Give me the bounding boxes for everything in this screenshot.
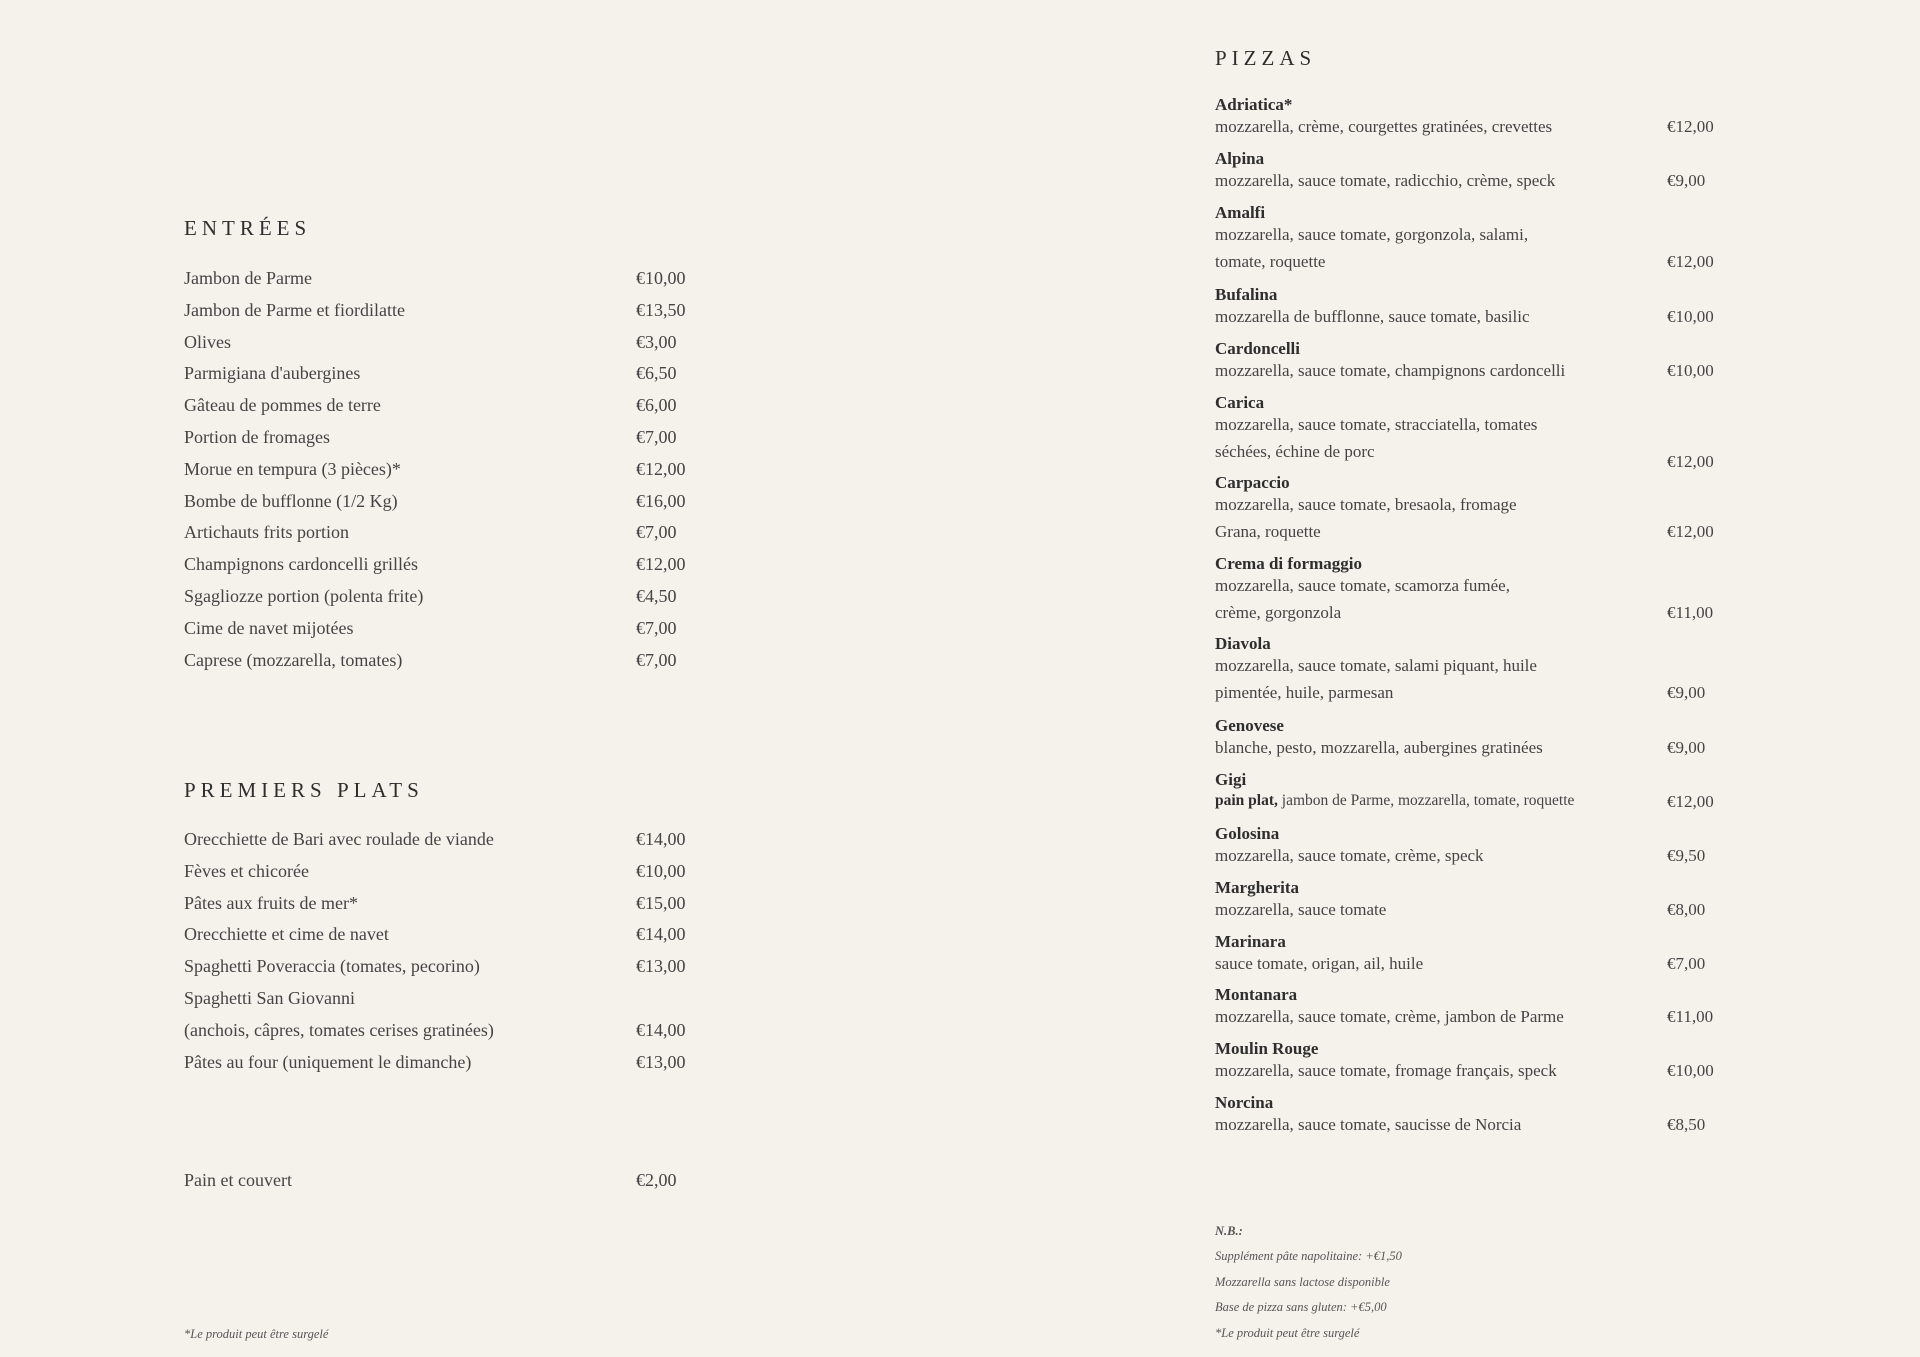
pizza-desc: Grana, roquette	[1215, 522, 1321, 541]
item-name: Pâtes au four (uniquement le dimanche)	[184, 1051, 472, 1072]
pizza-desc: tomate, roquette	[1215, 252, 1326, 271]
item-name: Orecchiette de Bari avec roulade de viande	[184, 829, 494, 849]
pizza-price: €10,00	[1667, 361, 1714, 380]
pizza-name: Montanara	[1215, 985, 1298, 1004]
couvert-name: Pain et couvert	[184, 1170, 292, 1190]
pizza-name: Bufalina	[1215, 285, 1278, 304]
pizza-name: Adriatica*	[1215, 95, 1293, 114]
pizza-price: €8,50	[1667, 1115, 1706, 1134]
item-price: €16,00	[636, 490, 686, 511]
pizza-desc: mozzarella, sauce tomate, fromage français, speck	[1215, 1061, 1557, 1080]
pizzas-heading: PIZZAS	[1215, 46, 1317, 70]
note-line: *Le produit peut être surgelé	[1215, 1325, 1360, 1340]
pizza-name: Carpaccio	[1215, 473, 1290, 492]
pizza-desc: mozzarella, sauce tomate, champignons cardoncelli	[1215, 361, 1566, 380]
pizza-name: Carica	[1215, 393, 1265, 412]
pizza-desc-base: pain plat,	[1215, 792, 1278, 809]
item-price: €7,00	[636, 617, 677, 638]
item-price: €14,00	[636, 924, 686, 945]
pizza-price: €12,00	[1667, 792, 1714, 811]
item-name: Orecchiette et cime de navet	[184, 924, 389, 945]
pizza-price: €12,00	[1667, 452, 1714, 471]
pizza-price: €9,00	[1667, 683, 1706, 702]
couvert-price: €2,00	[636, 1170, 677, 1190]
item-price: €15,00	[636, 892, 686, 913]
pizza-name: Margherita	[1215, 878, 1300, 897]
item-name: Sgagliozze portion (polenta frite)	[184, 586, 424, 606]
pizza-price: €10,00	[1667, 1061, 1714, 1080]
pizza-price: €12,00	[1667, 522, 1714, 541]
item-price: €4,50	[636, 586, 677, 606]
pizza-desc: mozzarella, sauce tomate, crème, jambon de Parme	[1215, 1007, 1564, 1026]
pizza-price: €12,00	[1667, 117, 1714, 136]
pizza-desc: mozzarella, sauce tomate, saucisse de Norcia	[1215, 1115, 1522, 1134]
item-name: Portion de fromages	[184, 427, 330, 447]
item-price: €6,50	[636, 363, 677, 384]
notes-title: N.B.:	[1215, 1224, 1243, 1238]
pizza-desc: pain plat, jambon de Parme, mozzarella, tomate, roquette	[1215, 792, 1575, 809]
pizza-price: €11,00	[1667, 603, 1714, 622]
pizza-price: €9,00	[1667, 171, 1706, 190]
pizza-name: Alpina	[1215, 149, 1265, 168]
pizza-desc: mozzarella, sauce tomate, scamorza fumée,	[1215, 576, 1510, 595]
pizza-price: €11,00	[1667, 1007, 1714, 1026]
pizza-name: Crema di formaggio	[1215, 554, 1362, 573]
item-name: Jambon de Parme et fiordilatte	[184, 299, 405, 320]
item-name: Olives	[184, 331, 231, 352]
pizza-desc: mozzarella, sauce tomate, salami piquant, huile	[1215, 656, 1537, 675]
pizza-desc: pimentée, huile, parmesan	[1215, 683, 1394, 702]
item-name: Bombe de bufflonne (1/2 Kg)	[184, 490, 398, 511]
item-price: €12,00	[636, 458, 686, 479]
item-price: €14,00	[636, 1019, 686, 1040]
item-price: €13,50	[636, 299, 686, 320]
pizza-desc: crème, gorgonzola	[1215, 603, 1342, 622]
pizza-name: Moulin Rouge	[1215, 1039, 1319, 1058]
pizza-desc: mozzarella, sauce tomate, stracciatella, tomates	[1215, 415, 1538, 434]
pizza-desc: blanche, pesto, mozzarella, aubergines gratinées	[1215, 738, 1543, 757]
item-price: €10,00	[636, 268, 686, 288]
pizza-desc: séchées, échine de porc	[1215, 442, 1375, 461]
item-name: Gâteau de pommes de terre	[184, 395, 381, 416]
pizza-name: Genovese	[1215, 716, 1284, 735]
item-price: €3,00	[636, 331, 677, 352]
item-price: €7,00	[636, 649, 677, 670]
item-name: Spaghetti San Giovanni	[184, 988, 355, 1008]
item-price: €10,00	[636, 860, 686, 881]
item-price: €6,00	[636, 395, 677, 416]
item-price: €13,00	[636, 956, 686, 977]
item-price: €7,00	[636, 427, 677, 447]
entrees-heading: ENTRÉES	[184, 216, 312, 240]
pizza-price: €10,00	[1667, 307, 1714, 326]
item-name: Caprese (mozzarella, tomates)	[184, 649, 403, 670]
pizza-name: Amalfi	[1215, 203, 1266, 222]
pizza-price: €9,50	[1667, 846, 1706, 865]
pizza-desc: mozzarella, crème, courgettes gratinées, crevettes	[1215, 117, 1553, 136]
item-price: €14,00	[636, 829, 686, 849]
note-line: Supplément pâte napolitaine: +€1,50	[1215, 1249, 1402, 1263]
pizza-desc: mozzarella, sauce tomate, radicchio, crème, speck	[1215, 171, 1556, 190]
pizza-name: Cardoncelli	[1215, 339, 1300, 358]
pizza-price: €7,00	[1667, 954, 1706, 973]
pizza-price: €8,00	[1667, 900, 1706, 919]
footnote-left: *Le produit peut être surgelé	[184, 1327, 329, 1341]
pizza-desc: sauce tomate, origan, ail, huile	[1215, 954, 1424, 973]
item-name: Fèves et chicorée	[184, 860, 309, 881]
pizza-desc: mozzarella de bufflonne, sauce tomate, basilic	[1215, 307, 1530, 326]
item-price: €13,00	[636, 1051, 686, 1072]
pizza-name: Diavola	[1215, 634, 1271, 653]
item-name: Parmigiana d'aubergines	[184, 363, 361, 384]
item-name: Champignons cardoncelli grillés	[184, 554, 418, 575]
item-price: €7,00	[636, 522, 677, 543]
item-name: Pâtes aux fruits de mer*	[184, 892, 358, 913]
item-name: Artichauts frits portion	[184, 522, 349, 543]
pizza-price: €12,00	[1667, 252, 1714, 271]
note-line: Base de pizza sans gluten: +€5,00	[1215, 1300, 1387, 1314]
item-name: Morue en tempura (3 pièces)*	[184, 458, 401, 479]
pizza-desc: mozzarella, sauce tomate	[1215, 900, 1387, 919]
pizza-name: Golosina	[1215, 824, 1280, 843]
note-line: Mozzarella sans lactose disponible	[1215, 1274, 1390, 1289]
pizza-price: €9,00	[1667, 738, 1706, 757]
pizza-name: Gigi	[1215, 770, 1247, 789]
pizza-desc: mozzarella, sauce tomate, gorgonzola, salami,	[1215, 225, 1529, 244]
pizza-desc: mozzarella, sauce tomate, crème, speck	[1215, 846, 1484, 865]
item-name: Spaghetti Poveraccia (tomates, pecorino)	[184, 956, 480, 977]
item-price: €12,00	[636, 554, 686, 575]
item-name: Jambon de Parme	[184, 268, 312, 288]
item-name: Cime de navet mijotées	[184, 617, 354, 638]
pizza-name: Marinara	[1215, 932, 1286, 951]
premiers-heading: PREMIERS PLATS	[184, 778, 424, 802]
pizza-name: Norcina	[1215, 1093, 1274, 1112]
pizza-desc: mozzarella, sauce tomate, bresaola, fromage	[1215, 495, 1517, 514]
item-name: (anchois, câpres, tomates cerises gratinées)	[184, 1019, 494, 1040]
